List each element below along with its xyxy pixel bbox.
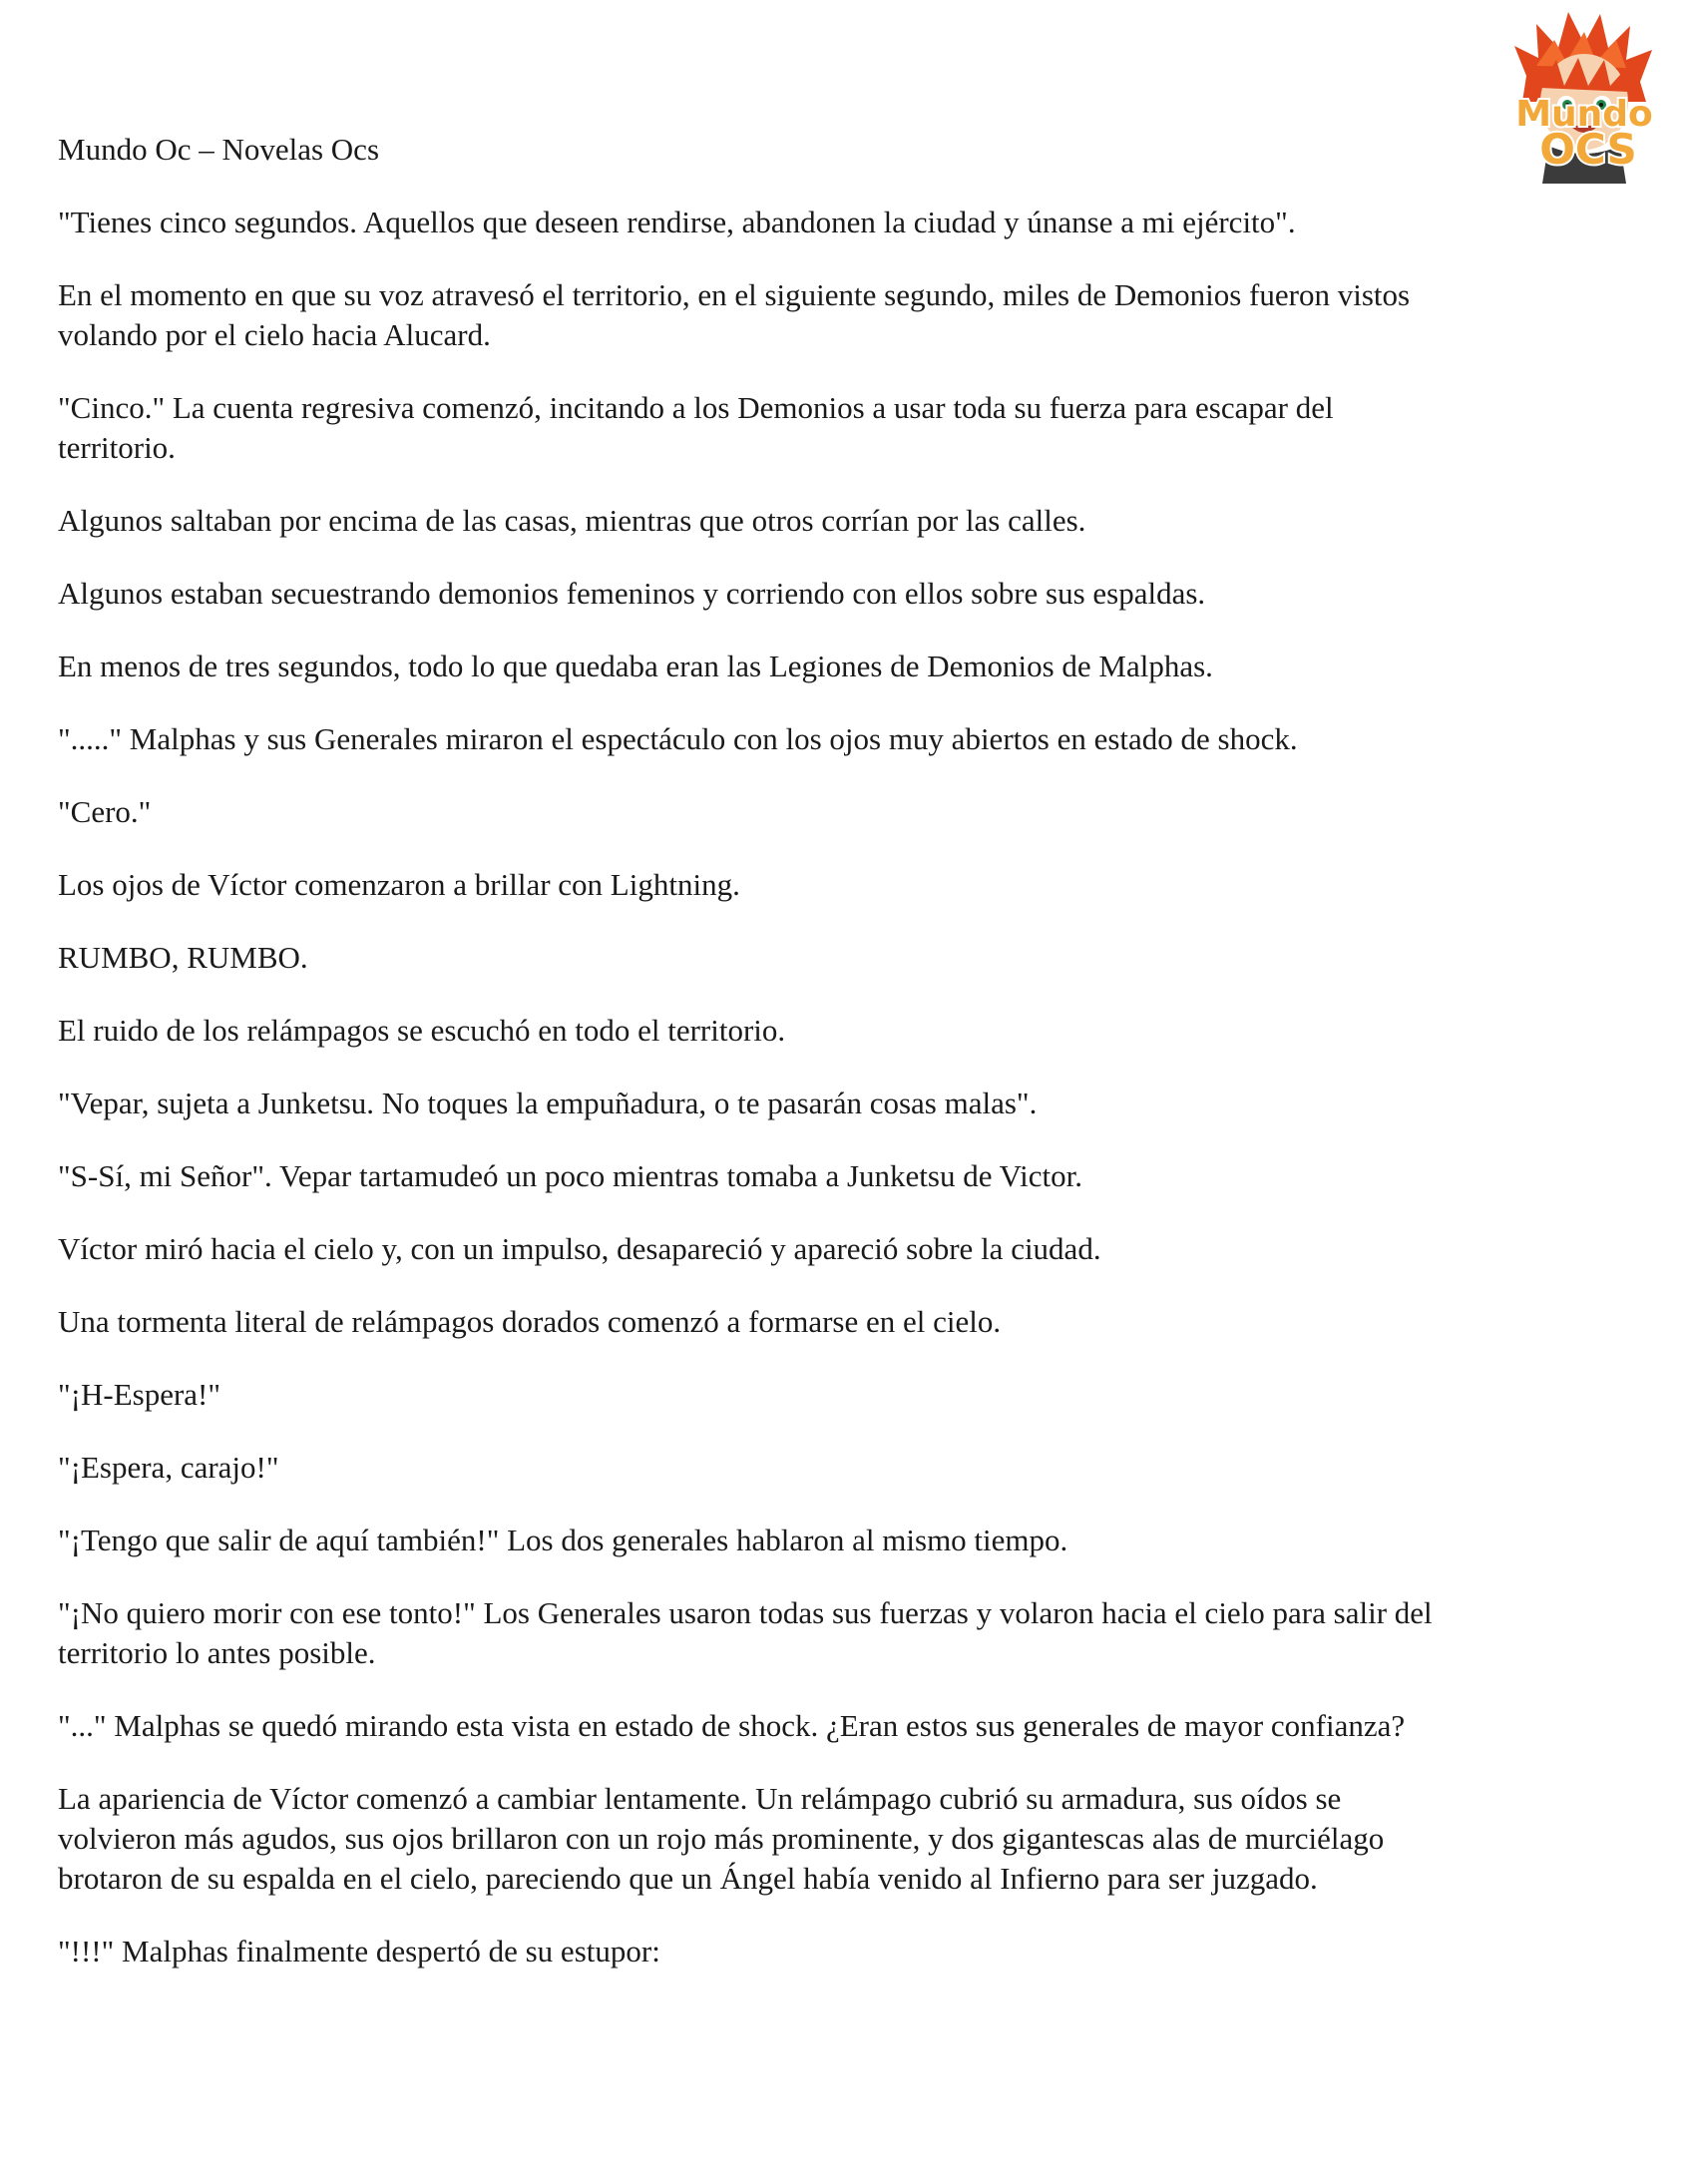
paragraph: "¡No quiero morir con ese tonto!" Los Generales usaron todas sus fuerzas y volaron hacia el cielo para salir del territorio lo antes posible.	[58, 1595, 1433, 1670]
paragraph: Una tormenta literal de relámpagos dorados comenzó a formarse en el cielo.	[58, 1304, 1002, 1339]
logo-text-top: Mundo	[1515, 94, 1653, 135]
paragraph: "Cero."	[58, 794, 152, 829]
mundo-ocs-logo	[1496, 6, 1672, 184]
logo-text-bottom: OCS	[1539, 125, 1637, 174]
paragraph: Los ojos de Víctor comenzaron a brillar con Lightning.	[58, 867, 740, 902]
paragraph: "Tienes cinco segundos. Aquellos que deseen rendirse, abandonen la ciudad y únanse a mi ejército".	[58, 205, 1296, 239]
paragraph: "¡H-Espera!"	[58, 1377, 221, 1412]
paragraph: "!!!" Malphas finalmente despertó de su estupor:	[58, 1934, 660, 1968]
paragraph: "..." Malphas se quedó mirando esta vista en estado de shock. ¿Eran estos sus generales de mayor confianza?	[58, 1708, 1406, 1743]
paragraph: En el momento en que su voz atravesó el territorio, en el siguiente segundo, miles de Demonios fueron vistos volando por el cielo hacia Alucard.	[58, 277, 1411, 352]
document-body	[58, 203, 1634, 2004]
paragraph: "S-Sí, mi Señor". Vepar tartamudeó un poco mientras tomaba a Junketsu de Victor.	[58, 1158, 1083, 1193]
paragraph: "¡Espera, carajo!"	[58, 1450, 279, 1485]
paragraph: "Cinco." La cuenta regresiva comenzó, incitando a los Demonios a usar toda su fuerza para escapar del territorio.	[58, 390, 1334, 465]
paragraph: Algunos estaban secuestrando demonios femeninos y corriendo con ellos sobre sus espaldas.	[58, 576, 1206, 611]
paragraph: RUMBO, RUMBO.	[58, 940, 308, 975]
paragraph: El ruido de los relámpagos se escuchó en todo el territorio.	[58, 1013, 786, 1048]
paragraph: Algunos saltaban por encima de las casas, mientras que otros corrían por las calles.	[58, 503, 1086, 538]
paragraph: "¡Tengo que salir de aquí también!" Los dos generales hablaron al mismo tiempo.	[58, 1523, 1068, 1557]
paragraph: La apariencia de Víctor comenzó a cambiar lentamente. Un relámpago cubrió su armadura, sus oídos se volvieron más agudos, sus ojos brillaron con un rojo más prominente, y dos gigantescas alas de murciélago brotaron de su espalda en el cielo, pareciendo que un Ángel había venido al Infierno para ser juzgado.	[58, 1781, 1385, 1896]
paragraph: En menos de tres segundos, todo lo que quedaba eran las Legiones de Demonios de Malphas.	[58, 649, 1213, 683]
page-header: Mundo Oc – Novelas Ocs	[58, 132, 380, 167]
paragraph: "....." Malphas y sus Generales miraron el espectáculo con los ojos muy abiertos en estado de shock.	[58, 721, 1298, 756]
paragraph: "Vepar, sujeta a Junketsu. No toques la empuñadura, o te pasarán cosas malas".	[58, 1086, 1038, 1120]
paragraph: Víctor miró hacia el cielo y, con un impulso, desapareció y apareció sobre la ciudad.	[58, 1231, 1101, 1266]
